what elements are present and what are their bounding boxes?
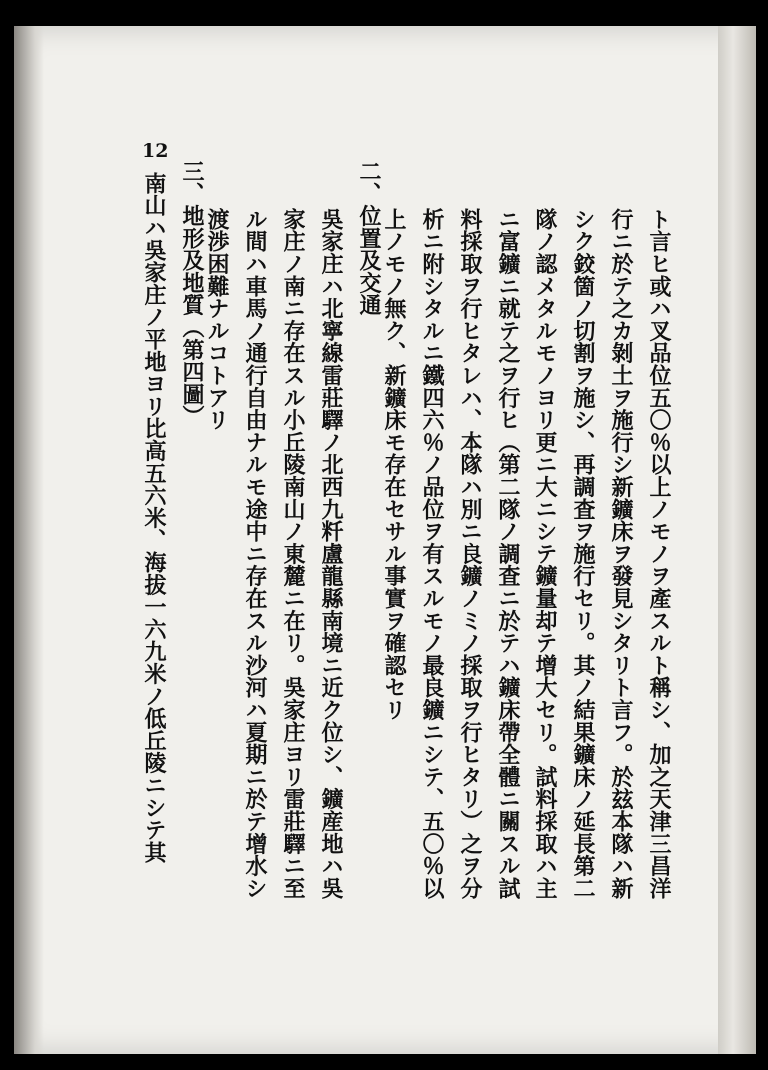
text-column-5: ニ富鑛ニ就テ之ヲ行ヒ（第二隊ノ調査ニ於テハ鑛床帶全體ニ關スル試 [495, 208, 521, 900]
page-number: 12 [142, 140, 169, 162]
section-heading-topography: 三、地形及地質（第四圖） [179, 160, 205, 428]
book-gutter-shadow [14, 26, 44, 1054]
text-column-12: ル間ハ車馬ノ通行自由ナルモ途中ニ存在スル沙河ハ夏期ニ於テ增水シ [242, 208, 268, 900]
text-column-8: 上ノモノ無ク、新鑛床モ存在セサル事實ヲ確認セリ [381, 208, 407, 721]
text-column-10: 吳家庄ハ北寧線雷莊驛ノ北西九粁盧龍縣南境ニ近ク位シ、鑛産地ハ吳 [318, 208, 344, 900]
text-column-4: 隊ノ認メタルモノヨリ更ニ大ニシテ鑛量却テ增大セリ。試料採取ハ主 [532, 208, 558, 900]
text-column-7: 析ニ附シタルニ鐵四六％ノ品位ヲ有スルモノ最良鑛ニシテ、五〇％以 [419, 208, 445, 900]
text-column-1: ト言ヒ或ハ叉品位五〇％以上ノモノヲ產スルト稱シ、加之天津三昌洋 [646, 208, 672, 900]
text-column-15: 南山ハ吳家庄ノ平地ヨリ比高五六米、海拔一六九米ノ低丘陵ニシテ其 [141, 172, 167, 864]
text-column-2: 行ニ於テ之カ剝土ヲ施行シ新鑛床ヲ發見シタリト言フ。於玆本隊ハ新 [608, 208, 634, 900]
page-edge [718, 26, 756, 1054]
text-column-11: 家庄ノ南ニ存在スル小丘陵南山ノ東麓ニ在リ。吳家庄ヨリ雷莊驛ニ至 [280, 208, 306, 900]
text-column-6: 料採取ヲ行ヒタレハ、本隊ハ別ニ良鑛ノミノ採取ヲ行ヒタリ）之ヲ分 [457, 208, 483, 900]
text-column-13: 渡渉困難ナルコトアリ [204, 208, 230, 431]
text-column-3: シク鉸箇ノ切割ヲ施シ、再調査ヲ施行セリ。其ノ結果鑛床ノ延長第二 [570, 208, 596, 900]
section-heading-location: 二、位置及交通 [356, 160, 382, 317]
